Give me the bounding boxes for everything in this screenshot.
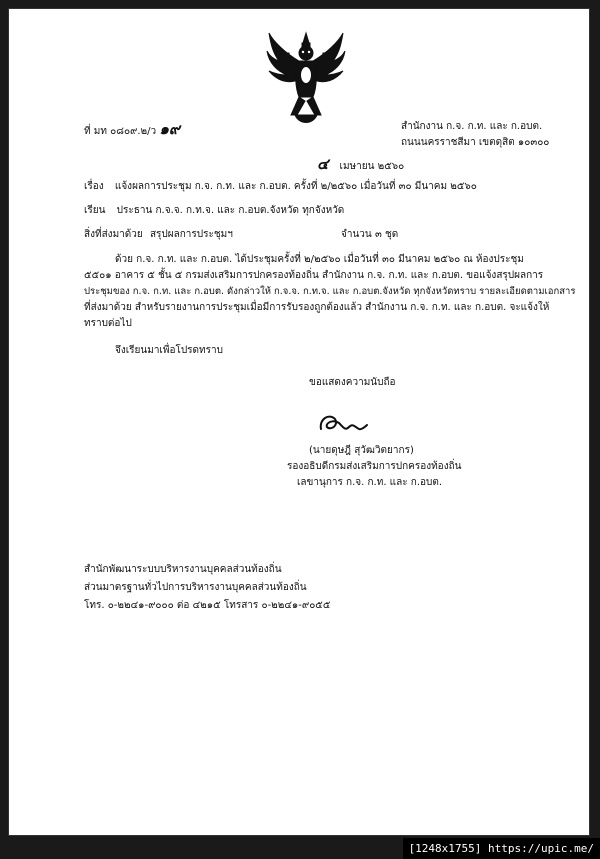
garuda-emblem-icon xyxy=(265,31,347,129)
signatory-position-2: เลขานุการ ก.จ. ก.ท. และ ก.อบต. xyxy=(297,477,443,488)
date-handwritten-day: ๔ xyxy=(317,155,329,173)
footer-contact: โทร. ๐-๒๒๔๑-๙๐๐๐ ต่อ ๔๒๑๕ โทรสาร ๐-๒๒๔๑-๙๐๕๕ xyxy=(84,600,331,611)
recipient-line xyxy=(84,205,344,217)
footer-department: สำนักพัฒนาระบบบริหารงานบุคคลส่วนท้องถิ่น xyxy=(84,564,282,575)
salutation: ขอแสดงความนับถือ xyxy=(309,377,396,388)
subject-label: เรื่อง xyxy=(84,181,104,192)
subject-line xyxy=(84,181,477,193)
document-page xyxy=(8,8,590,836)
enclosure-label: สิ่งที่ส่งมาด้วย xyxy=(84,229,143,240)
body-line-4: ที่ส่งมาด้วย สำหรับรายงานการประชุมเมื่อมีการรับรองถูกต้องแล้ว สำนักงาน ก.จ. ก.ท. และ ก.อบต. จะแจ้งให้ xyxy=(84,302,550,313)
body-line-2: ๕๕๐๑ อาคาร ๕ ชั้น ๕ กรมส่งเสริมการปกครองท้องถิ่น สำนักงาน ก.จ. ก.ท. และ ก.อบต. ขอแจ้งสรุปผลการ xyxy=(84,270,544,281)
footer-division: ส่วนมาตรฐานทั่วไปการบริหารงานบุคคลส่วนท้องถิ่น xyxy=(84,582,307,593)
office-name: สำนักงาน ก.จ. ก.ท. และ ก.อบต. xyxy=(401,121,543,132)
signatory-name: (นายดุษฎี สุวัฒวิตยากร) xyxy=(309,445,414,456)
body-line-1: ด้วย ก.จ. ก.ท. และ ก.อบต. ได้ประชุมครั้งที่ ๒/๒๕๖๐ เมื่อวันที่ ๓๐ มีนาคม ๒๕๖๐ ณ ห้องประชุม xyxy=(115,254,524,265)
handwritten-signature-icon xyxy=(317,409,369,437)
enclosure-line xyxy=(84,229,233,241)
signatory-position-1: รองอธิบดีกรมส่งเสริมการปกครองท้องถิ่น xyxy=(287,461,462,472)
office-address: ถนนนครราชสีมา เขตดุสิต ๑๐๓๐๐ xyxy=(401,137,550,148)
reference-number: ที่ มท ๐๘๐๙.๒/ว ๑๙ xyxy=(84,120,180,138)
body-line-3: ประชุมของ ก.จ. ก.ท. และ ก.อบต. ดังกล่าวให้ ก.จ.จ. ก.ท.จ. และ ก.อบต.จังหวัด ทุกจังหวัดทราบ รายละเอียดตามเอกสาร xyxy=(84,286,576,297)
reference-handwritten: ๑๙ xyxy=(159,120,180,138)
recipient-label: เรียน xyxy=(84,205,106,216)
watermark-label: [1248x1755] https://upic.me/ xyxy=(403,838,600,859)
enclosure-count: จำนวน ๓ ชุด xyxy=(341,229,399,240)
subject-text: แจ้งผลการประชุม ก.จ. ก.ท. และ ก.อบต. ครั้งที่ ๒/๒๕๖๐ เมื่อวันที่ ๓๐ มีนาคม ๒๕๖๐ xyxy=(114,181,477,192)
letter-date: ๔ เมษายน ๒๕๖๐ xyxy=(317,155,405,173)
closing-request: จึงเรียนมาเพื่อโปรดทราบ xyxy=(115,345,223,356)
enclosure-text: สรุปผลการประชุมฯ xyxy=(149,229,233,240)
recipient-text: ประธาน ก.จ.จ. ก.ท.จ. และ ก.อบต.จังหวัด ทุกจังหวัด xyxy=(116,205,345,216)
body-line-5: ทราบต่อไป xyxy=(84,318,132,329)
